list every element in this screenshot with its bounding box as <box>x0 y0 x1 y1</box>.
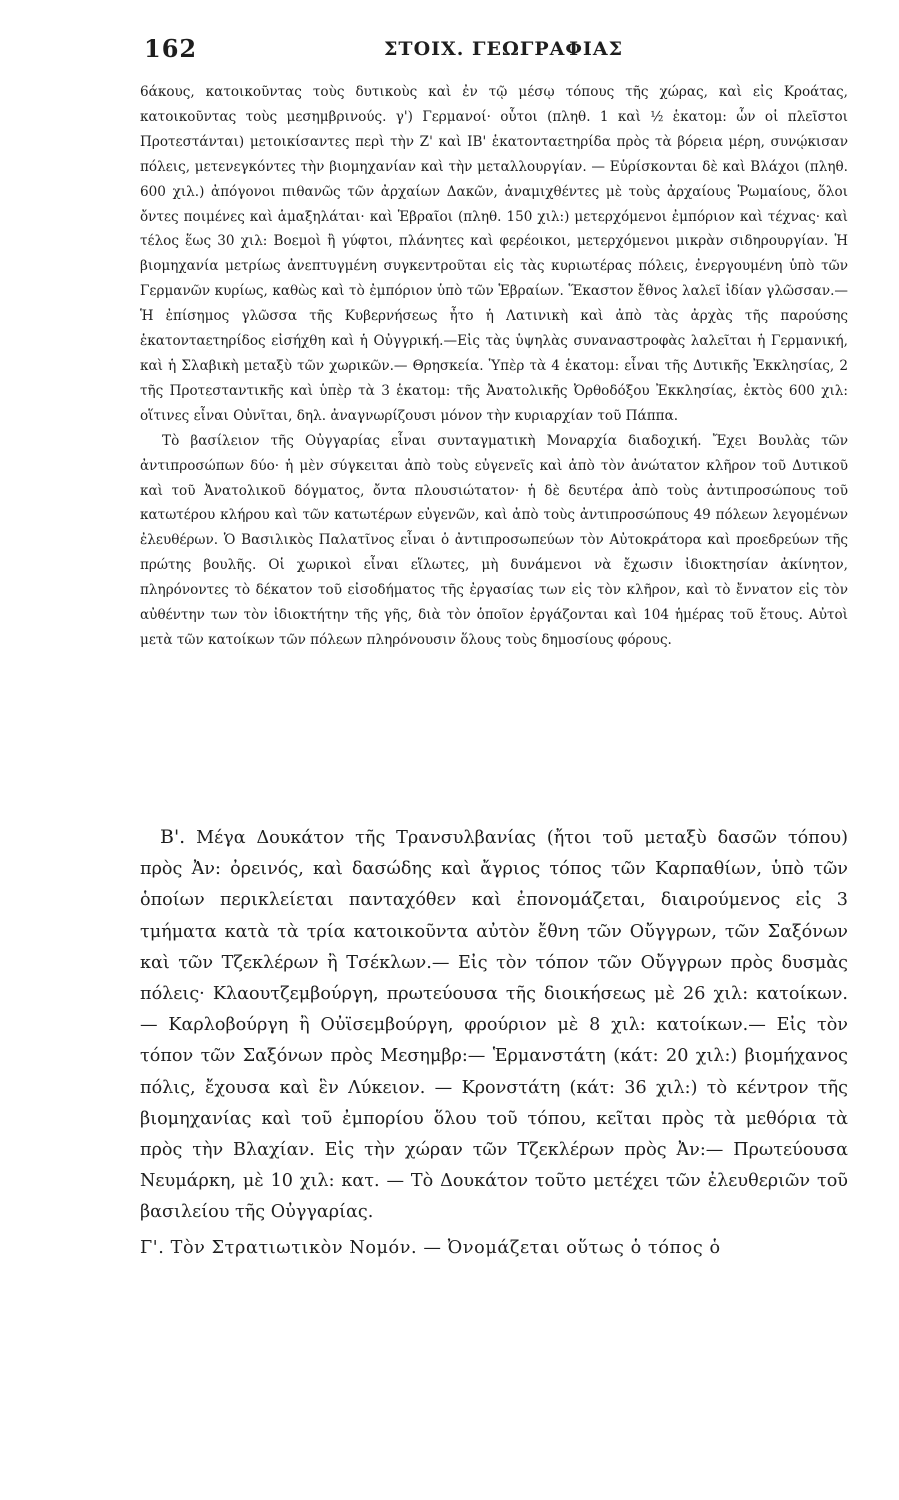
section-military-frontier: Γ'. Τὸν Στρατιωτικὸν Νομόν. — Ὀνομάζεται οὕτως ὁ τόπος ὁ <box>140 1237 721 1258</box>
paragraph-government: Τὸ βασίλειον τῆς Οὐγγαρίας εἶναι συνταγματικὴ Μοναρχία διαδοχική. Ἔχει Βουλὰς τῶν ἀντιπροσώπων δύο· ἡ μὲν σύγκειται ἀπὸ τοὺς εὐγενεῖς καὶ ἀπὸ τὸν ἀνώτατον κλῆρον τοῦ Δυτικοῦ καὶ τοῦ Ἀνατολικοῦ δόγματος, ὄντα πλουσιώτατον· ἡ δὲ δευτέρα ἀπὸ τοὺς ἀντιπροσώπους τοῦ κατωτέρου κλήρου καὶ τῶν κατωτέρων εὐγενῶν, καὶ ἀπὸ τοὺς ἀντιπροσώπους 49 πόλεων λεγομένων ἐλευθέρων. Ὁ Βασιλικὸς Παλατῖνος εἶναι ὁ ἀντιπροσωπεύων τὸν Αὐτοκράτορα καὶ προεδρεύων τῆς πρώτης βουλῆς. Οἱ χωρικοὶ εἶναι εἵλωτες, μὴ δυνάμενοι νὰ ἔχωσιν ἰδιοκτησίαν ἀκίνητον, πληρόνοντες τὸ δέκατον τοῦ εἰσοδήματος τῆς ἐργασίας των εἰς τὸν κλῆρον, καὶ τὸ ἔννατον εἰς τὸν αὐθέντην των τὸν ἰδιοκτήτην τῆς γῆς, διὰ τὸν ὁποῖον ἐργάζονται καὶ 104 ἡμέρας τοῦ ἔτους. Αὐτοὶ μετὰ τῶν κατοίκων τῶν πόλεων πληρόνουσιν ὅλους τοὺς δημοσίους φόρους. <box>140 432 848 648</box>
small-print-text <box>140 80 848 653</box>
running-title: ΣΤΟΙΧ. ΓΕΩΓΡΑΦΙΑΣ <box>384 38 623 60</box>
section-mark-b: Β'. <box>160 826 186 848</box>
page-header <box>0 28 899 68</box>
page-number: 162 <box>144 34 198 63</box>
section-transylvania-text: Μέγα Δουκάτον τῆς Τρανσυλβανίας (ἤτοι τοῦ μεταξὺ δασῶν τόπου) πρὸς Ἀν: ὀρεινός, καὶ δασώδης καὶ ἄγριος τόπος τῶν Καρπαθίων, ὑπὸ τῶν ὁποίων περικλείεται πανταχόθεν καὶ ἐπονομάζεται, διαιρούμενος εἰς 3 τμήματα κατὰ τὰ τρία κατοικοῦντα αὐτὸν ἔθνη τῶν Οὔγγρων, τῶν Σαξόνων καὶ τῶν Τζεκλέρων ἢ Τσέκλων.— Εἰς τὸν τόπον τῶν Οὔγγρων πρὸς δυσμὰς πόλεις· Κλαουτζεμβούργη, πρωτεύουσα τῆς διοικήσεως μὲ 26 χιλ: κατοίκων. — Καρλοβούργη ἢ Οὐϊσεμβούργη, φρούριον μὲ 8 χιλ: κατοίκων.— Εἰς τὸν τόπον τῶν Σαξόνων πρὸς Μεσημβρ:— Ἑρμανστάτη (κάτ: 20 χιλ:) βιομήχανος πόλις, ἔχουσα καὶ ἓν Λύκειον. — Κρονστάτη (κάτ: 36 χιλ:) τὸ κέντρον τῆς βιομηχανίας καὶ τοῦ ἐμπορίου ὅλου τοῦ τόπου, κεῖται πρὸς τὰ μεθόρια τὰ πρὸς τὴν Βλαχίαν. Εἰς τὴν χώραν τῶν Τζεκλέρων πρὸς Ἀν:— Πρωτεύουσα Νευμάρκη, μὲ 10 χιλ: κατ. — Τὸ Δουκάτον τοῦτο μετέχει τῶν ἐλευθεριῶν τοῦ βασιλείου τῆς Οὐγγαρίας. <box>140 828 848 1223</box>
paragraph-peoples: 6άκους, κατοικοῦντας τοὺς δυτικοὺς καὶ ἐν τῷ μέσῳ τόπους τῆς χώρας, καὶ εἰς Κροάτας, κατοικοῦντας τοὺς μεσημβρινούς. γ') Γερμανοί· οὗτοι (πληθ. 1 καὶ ½ ἑκατομ: ὧν οἱ πλεῖστοι Προτεστάνται) μετοικίσαντες περὶ τὴν Ζ' καὶ ΙΒ' ἑκατονταετηρίδα πρὸς τὰ βόρεια μέρη, συνῴκισαν πόλεις, μετενεγκόντες τὴν βιομηχανίαν καὶ τὴν μεταλλουργίαν. — Εὑρίσκονται δὲ καὶ Βλάχοι (πληθ. 600 χιλ.) ἀπόγονοι πιθανῶς τῶν ἀρχαίων Δακῶν, ἀναμιχθέντες μὲ τοὺς ἀρχαίους Ῥωμαίους, ὅλοι ὄντες ποιμένες καὶ ἁμαξηλάται· καὶ Ἑβραῖοι (πληθ. 150 χιλ:) μετερχόμενοι ἐμπόριον καὶ τέχνας· καὶ τέλος ἕως 30 χιλ: Βοεμοὶ ἢ γύφτοι, πλάνητες καὶ φερέοικοι, μετερχόμενοι μικρὰν σιδηρουργίαν. Ἡ βιομηχανία μετρίως ἀνεπτυγμένη συγκεντροῦται εἰς τὰς κυριωτέρας πόλεις, ἐνεργουμένη ὑπὸ τῶν Γερμανῶν κυρίως, καθὼς καὶ τὸ ἐμπόριον ὑπὸ τῶν Ἑβραίων. Ἕκαστον ἔθνος λαλεῖ ἰδίαν γλῶσσαν.— Ἡ ἐπίσημος γλῶσσα τῆς Κυβερνήσεως ἦτο ἡ Λατινικὴ καὶ ἀπὸ τὰς ἀρχὰς τῆς παρούσης ἑκατονταετηρίδος εἰσήχθη καὶ ἡ Οὐγγρική.—Εἰς τὰς ὑψηλὰς συναναστροφὰς λαλεῖται ἡ Γερμανική, καὶ ἡ Σλαβικὴ μεταξὺ τῶν χωρικῶν.— Θρησκεία. Ὑπὲρ τὰ 4 ἑκατομ: εἶναι τῆς Δυτικῆς Ἐκκλησίας, 2 τῆς Προτεσταντικῆς καὶ ὑπὲρ τὰ 3 ἑκατομ: τῆς Ἀνατολικῆς Ὀρθοδόξου Ἐκκλησίας, ἐκτὸς 600 χιλ: οἵτινες εἶναι Οὐνῖται, δηλ. ἀναγνωρίζουσι μόνον τὴν κυριαρχίαν τοῦ Πάππα. <box>140 84 848 424</box>
section-transylvania <box>140 822 848 1229</box>
large-print-text <box>140 822 848 1264</box>
